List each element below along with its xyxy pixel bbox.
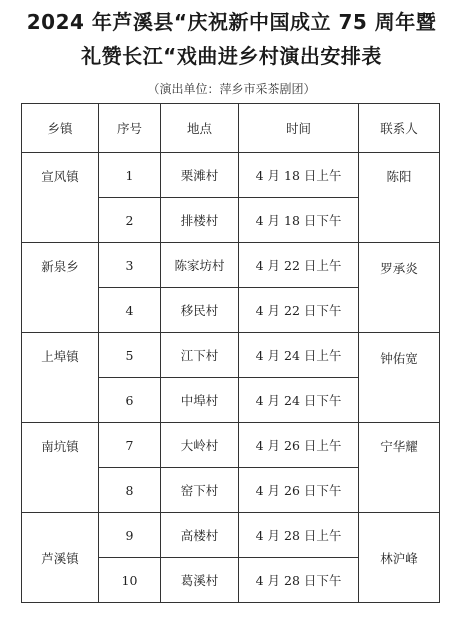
- table-row: [22, 513, 440, 558]
- time-cell: 4 月 28 日下午: [239, 558, 359, 603]
- time-cell: 4 月 26 日上午: [239, 423, 359, 468]
- place-cell: 葛溪村: [161, 558, 239, 603]
- place-cell: 移民村: [161, 288, 239, 333]
- place-cell: 排楼村: [161, 198, 239, 243]
- number-cell: 3: [99, 243, 161, 288]
- place-cell: 窑下村: [161, 468, 239, 513]
- place-cell: 大岭村: [161, 423, 239, 468]
- time-cell: 4 月 18 日上午: [239, 153, 359, 198]
- table-row: [22, 333, 440, 378]
- time-cell: 4 月 18 日下午: [239, 198, 359, 243]
- table-header-row: [22, 104, 440, 153]
- number-cell: 5: [99, 333, 161, 378]
- time-cell: 4 月 26 日下午: [239, 468, 359, 513]
- header-place: 地点: [161, 104, 239, 153]
- town-cell: 芦溪镇: [22, 513, 99, 603]
- document-title-line-1: 2024 年芦溪县“庆祝新中国成立 75 周年暨: [26, 10, 437, 34]
- place-cell: 江下村: [161, 333, 239, 378]
- header-contact: 联系人: [359, 104, 440, 153]
- place-cell: 陈家坊村: [161, 243, 239, 288]
- table-row: [22, 243, 440, 288]
- town-cell: 新泉乡: [22, 243, 99, 333]
- contact-cell: 林沪峰: [359, 513, 440, 603]
- contact-cell: 钟佑宽: [359, 333, 440, 423]
- number-cell: 6: [99, 378, 161, 423]
- time-cell: 4 月 24 日下午: [239, 378, 359, 423]
- contact-cell: 宁华耀: [359, 423, 440, 513]
- town-cell: 上埠镇: [22, 333, 99, 423]
- table-row: [22, 153, 440, 198]
- number-cell: 9: [99, 513, 161, 558]
- number-cell: 8: [99, 468, 161, 513]
- town-cell: 宣风镇: [22, 153, 99, 243]
- number-cell: 7: [99, 423, 161, 468]
- contact-cell: 罗承炎: [359, 243, 440, 333]
- document-subtitle: （演出单位：萍乡市采茶剧团）: [147, 82, 316, 96]
- place-cell: 栗滩村: [161, 153, 239, 198]
- number-cell: 4: [99, 288, 161, 333]
- time-cell: 4 月 24 日上午: [239, 333, 359, 378]
- time-cell: 4 月 28 日上午: [239, 513, 359, 558]
- place-cell: 中埠村: [161, 378, 239, 423]
- table-row: [22, 423, 440, 468]
- number-cell: 10: [99, 558, 161, 603]
- number-cell: 1: [99, 153, 161, 198]
- place-cell: 高楼村: [161, 513, 239, 558]
- number-cell: 2: [99, 198, 161, 243]
- contact-cell: 陈阳: [359, 153, 440, 243]
- header-time: 时间: [239, 104, 359, 153]
- document-title-line-2: 礼赞长江“戏曲进乡村演出安排表: [81, 44, 382, 68]
- schedule-table: [21, 103, 440, 603]
- time-cell: 4 月 22 日上午: [239, 243, 359, 288]
- time-cell: 4 月 22 日下午: [239, 288, 359, 333]
- header-town: 乡镇: [22, 104, 99, 153]
- town-cell: 南坑镇: [22, 423, 99, 513]
- header-number: 序号: [99, 104, 161, 153]
